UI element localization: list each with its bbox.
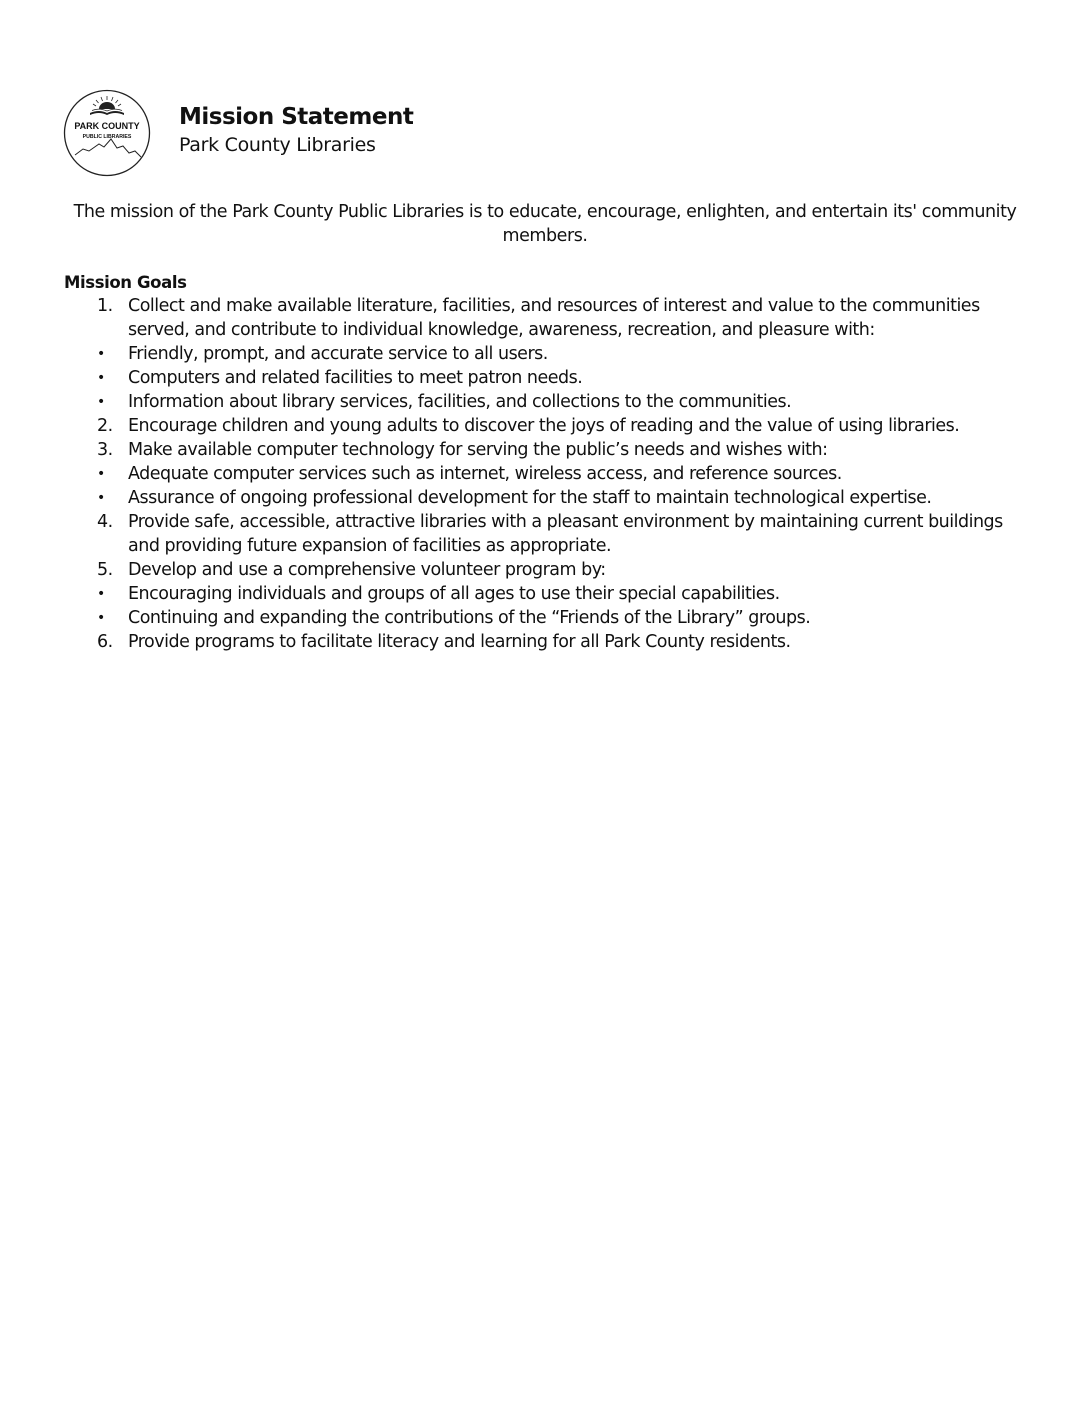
goal-number: 3. — [97, 440, 113, 460]
library-logo — [63, 89, 151, 177]
goal-number: 6. — [97, 632, 113, 652]
goal-bullet — [64, 342, 1024, 366]
mission-intro: The mission of the Park County Public Libraries is to educate, encourage, enlighten, and entertain its' community members. — [73, 202, 1017, 246]
goal-bullet — [64, 486, 1024, 510]
page-title: Mission Statement — [179, 104, 414, 130]
goal-item — [64, 438, 1024, 462]
goal-bullet — [64, 606, 1024, 630]
goal-bullet — [64, 390, 1024, 414]
library-logo-icon — [63, 89, 151, 177]
goal-text: Make available computer technology for serving the public’s needs and wishes with: — [128, 440, 828, 460]
bullet-text: Assurance of ongoing professional development for the staff to maintain technological expertise. — [128, 488, 932, 508]
bullet-icon: • — [97, 586, 105, 602]
goal-bullet — [64, 582, 1024, 606]
goal-text: Encourage children and young adults to discover the joys of reading and the value of using libraries. — [128, 416, 960, 436]
goal-bullet — [64, 366, 1024, 390]
goal-item — [64, 558, 1024, 582]
goal-item — [64, 630, 1024, 654]
document-header — [179, 102, 413, 158]
bullet-text: Information about library services, facilities, and collections to the communities. — [128, 392, 792, 412]
logo-line2: PUBLIC LIBRARIES — [82, 134, 132, 140]
goal-item — [64, 414, 1024, 438]
bullet-icon: • — [97, 490, 105, 506]
page-subtitle: Park County Libraries — [179, 134, 376, 156]
goal-text: Provide programs to facilitate literacy and learning for all Park County residents. — [128, 632, 791, 652]
goal-text: Develop and use a comprehensive volunteer program by: — [128, 560, 606, 580]
bullet-icon: • — [97, 466, 105, 482]
bullet-text: Adequate computer services such as internet, wireless access, and reference sources. — [128, 464, 842, 484]
goal-number: 1. — [97, 296, 113, 316]
goal-number: 4. — [97, 512, 113, 532]
goal-text: Collect and make available literature, facilities, and resources of interest and value to the communities served, and contribute to individual knowledge, awareness, recreation, and pleasure with: — [128, 296, 980, 340]
goal-number: 2. — [97, 416, 113, 436]
bullet-icon: • — [97, 394, 105, 410]
goal-number: 5. — [97, 560, 113, 580]
goal-item — [64, 294, 1024, 342]
goals-list — [64, 294, 1024, 654]
bullet-icon: • — [97, 370, 105, 386]
goal-text: Provide safe, accessible, attractive libraries with a pleasant environment by maintaining current buildings and providing future expansion of facilities as appropriate. — [128, 512, 1003, 556]
bullet-text: Continuing and expanding the contributions of the “Friends of the Library” groups. — [128, 608, 811, 628]
bullet-text: Computers and related facilities to meet patron needs. — [128, 368, 583, 388]
bullet-text: Encouraging individuals and groups of all ages to use their special capabilities. — [128, 584, 780, 604]
goals-heading: Mission Goals — [64, 273, 187, 292]
bullet-icon: • — [97, 610, 105, 626]
bullet-text: Friendly, prompt, and accurate service to all users. — [128, 344, 548, 364]
goal-item — [64, 510, 1024, 558]
bullet-icon: • — [97, 346, 105, 362]
logo-line1: PARK COUNTY — [74, 121, 140, 131]
goal-bullet — [64, 462, 1024, 486]
